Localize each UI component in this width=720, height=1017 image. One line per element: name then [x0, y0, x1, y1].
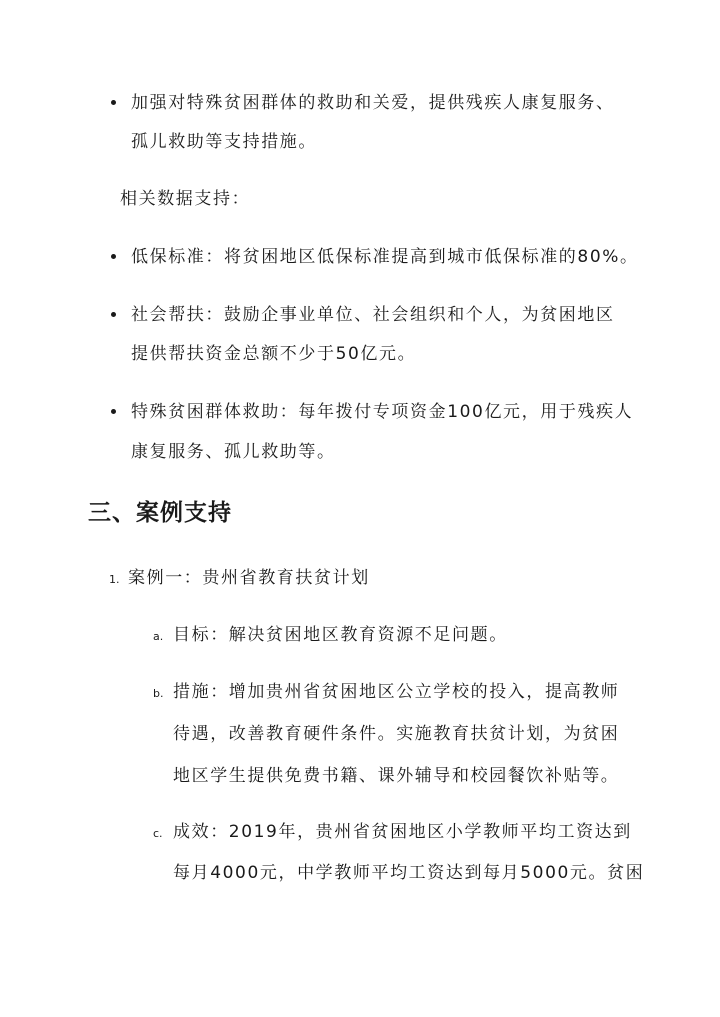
case-title: 案例一：贵州省教育扶贫计划	[128, 568, 370, 588]
sub-item-line: 措施：增加贵州省贫困地区公立学校的投入，提高教师	[173, 682, 620, 702]
sub-item-line: 每月4000元，中学教师平均工资达到每月5000元。贫困	[173, 863, 645, 883]
sub-item-line: 地区学生提供免费书籍、课外辅导和校园餐饮补贴等。	[173, 766, 620, 786]
list-item-line: 孤儿救助等支持措施。	[131, 132, 317, 152]
list-item-line: 康复服务、孤儿救助等。	[131, 442, 336, 462]
data-support-label: 相关数据支持：	[120, 189, 251, 209]
sub-item-line: 待遇，改善教育硬件条件。实施教育扶贫计划，为贫困	[173, 724, 620, 744]
sub-item-marker: a.	[153, 630, 164, 643]
list-item-line: 提供帮扶资金总额不少于50亿元。	[131, 344, 417, 364]
list-item-line: 加强对特殊贫困群体的救助和关爱，提供残疾人康复服务、	[131, 93, 615, 113]
section-heading: 三、案例支持	[88, 500, 232, 526]
list-item-line: 社会帮扶：鼓励企事业单位、社会组织和个人，为贫困地区	[131, 305, 615, 325]
sub-item-line: 目标：解决贫困地区教育资源不足问题。	[173, 625, 508, 645]
case-number: 1.	[109, 573, 120, 586]
bullet-marker	[111, 100, 116, 105]
sub-item-marker: c.	[153, 827, 163, 840]
sub-item-marker: b.	[153, 687, 164, 700]
list-item-line: 特殊贫困群体救助：每年拨付专项资金100亿元，用于残疾人	[131, 402, 634, 422]
bullet-marker	[111, 312, 116, 317]
list-item-line: 低保标准：将贫困地区低保标准提高到城市低保标准的80%。	[131, 247, 639, 267]
bullet-marker	[111, 409, 116, 414]
sub-item-line: 成效：2019年，贵州省贫困地区小学教师平均工资达到	[173, 822, 632, 842]
bullet-marker	[111, 254, 116, 259]
